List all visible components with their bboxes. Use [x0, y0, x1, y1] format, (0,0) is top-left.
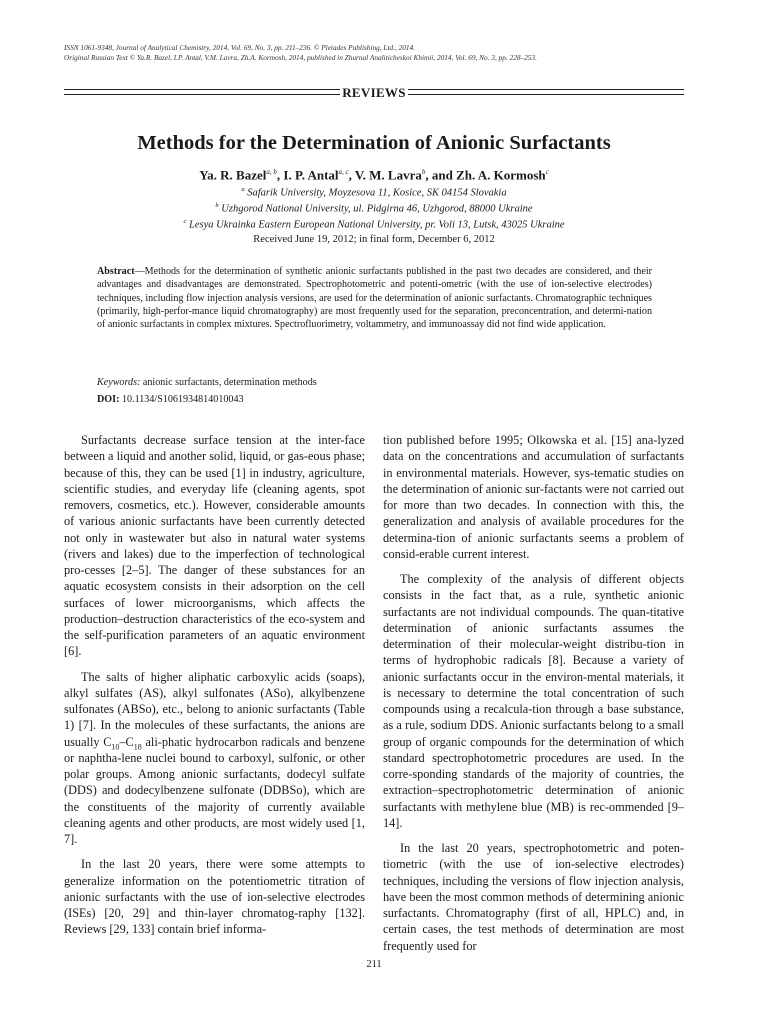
abstract-text: —Methods for the determination of synthetic anionic surfactants published in the past two decades are considered, and their advantages and disadvantages are demonstrated. Spectrophotometric and potenti-ometric (with the use of ion-selective electrodes) techniques, including flow injection analysis versions, are used for the determination of anionic surfactants. Chromatographic techniques (primarily, high-perfor-mance liquid chromatography) are most frequently used for the separation, preconcentration, and determi-nation of anionic surfactants in complex mixtures. Spectrofluorimetry, voltammetry, and immunoassay did not find wide application.	[97, 266, 652, 331]
subscript: 10	[111, 741, 120, 751]
affiliation-b	[64, 199, 684, 217]
article-title: Methods for the Determination of Anionic Surfactants	[137, 132, 611, 154]
received-date: Received June 19, 2012; in final form, December 6, 2012	[253, 234, 495, 245]
abstract-label: Abstract	[97, 266, 135, 277]
paragraph-text: The salts of higher aliphatic carboxylic acids (soaps), alkyl sulfates (AS), alkyl sulfonates (ASo), alkylbenzene sulfonates (ABSo), etc., belong to anionic surfactants (Table 1) [7]. In the molecules of these surfactants, the anions are usually C	[64, 669, 365, 749]
author-list	[64, 164, 684, 183]
affiliation-text: Uzhgorod National University, ul. Pidgirna 46, Uzhgorod, 88000 Ukraine	[221, 203, 533, 215]
body-column-right	[383, 432, 684, 954]
page-number: 211	[366, 959, 382, 970]
author-affiliation-marker: a, c	[338, 168, 349, 176]
author-separator: ,	[348, 167, 355, 183]
affiliation-text: Safarik University, Moyzesova 11, Kosice, SK 04154 Slovakia	[247, 187, 507, 199]
body-paragraph: The complexity of the analysis of different objects consists in the fact that, as a rule, synthetic anionic surfactants are not individual compounds. The quan-titative determination of anionic surfactants assumes the determination of their molecular-weight distribu-tion in terms of hydrophobic radicals [8]. Because a variety of anionic surfactants occur in the environ-mental materials, it is necessary to determine the total concentration of such compounds using a recalcula-tion through a base substance, as a rule, sodium DDS. Anionic surfactants belong to a small group of organic compounds for the determination of which standard spectrophotometric procedures are used. In the corre-sponding standards of the majority of countries, the extraction–spectrophotometric determination of anionic surfactants with methylene blue (MB) is rec-ommended [9–14].	[383, 572, 684, 830]
body-paragraph: Surfactants decrease surface tension at the inter-face between a liquid and another solid, liquid, or gas-eous phase; because of this, they can be used [1] in industry, agriculture, scientific studies, and everyday life (cleaning agents, spot removers, cosmetics, etc.). However, considerable amounts of various anionic surfactants have been currently detected not only in wastewater but also in natural water systems (rivers and lakes) due to the imperfection of technological pro-cesses [2–5]. The danger of these substances for an aquatic ecosystem consists in their adsorption on the cell surfaces of lower microorganisms, which affects the production–destruction characteristics of the eco-system and the self-purification parameters of an aquatic environment [6].	[64, 433, 365, 659]
author-name: Zh. A. Kormosh	[456, 167, 546, 183]
body-paragraph	[64, 669, 365, 848]
keywords-label: Keywords:	[97, 377, 141, 388]
keywords-text: anionic surfactants, determination methods	[140, 377, 317, 388]
body-paragraph: In the last 20 years, there were some attempts to generalize information on the potentiometric titration of anionic surfactants with the use of ion-selective electrodes (ISEs) [20, 29] and thin-layer chromatog-raphy [132]. Reviews [29, 133] contain brief informa-	[64, 857, 365, 937]
affiliation-a	[64, 183, 684, 201]
section-label: REVIEWS	[342, 85, 406, 100]
doi-label: DOI:	[97, 394, 120, 405]
author-name: V. M. Lavra	[354, 167, 422, 183]
affiliation-marker: c	[183, 218, 187, 225]
original-text-line: Original Russian Text © Ya.R. Bazel, I.P. Antal, V.M. Lavra, Zh.A. Kormosh, 2014, published in Zhurnal Analiticheskoi Khimii, 2014, Vol. 69, No. 3, pp. 228–253.	[64, 52, 537, 62]
affiliation-c	[64, 215, 684, 233]
section-rule-right	[408, 89, 684, 95]
author-separator: ,	[276, 167, 284, 183]
affiliation-text: Lesya Ukrainka Eastern European National University, pr. Voli 13, Lutsk, 43025 Ukraine	[188, 219, 565, 231]
issn-header	[64, 43, 724, 62]
author-affiliation-marker: a, b	[266, 168, 277, 176]
keywords	[97, 376, 652, 389]
abstract	[97, 265, 652, 331]
body-paragraph: In the last 20 years, spectrophotometric and poten-tiometric (with the use of ion-selective electrodes) techniques, including the versions of flow injection analysis, have been the most common methods of determining anionic surfactants. Chromatography (first of all, HPLC) and, in certain cases, the test methods of determination are most frequently used for	[383, 841, 684, 953]
issn-line: ISSN 1061-9348, Journal of Analytical Chemistry, 2014, Vol. 69, No. 3, pp. 211–236. © Pleiades Publishing, Ltd., 2014.	[64, 43, 416, 52]
subscript: 18	[133, 741, 142, 751]
author-name: I. P. Antal	[283, 167, 339, 183]
author-separator: , and	[425, 167, 457, 183]
doi-value: 10.1134/S1061934814010043	[119, 394, 244, 405]
paragraph-text: ali-phatic hydrocarbon radicals and benzene or naphtha-lene nuclei bound to carboxyl, sulfonic, or other polar groups. Among anionic surfactants, dodecyl sulfate (DDS) and dodecylbenzene sulfonate (DDBSo), which are the constituents of the majority of currently available cleaning agents and other products, are most widely used [1, 7].	[64, 734, 365, 846]
section-header	[64, 84, 684, 104]
author-affiliation-marker: b	[421, 168, 426, 176]
doi	[97, 393, 652, 406]
paragraph-text: –C	[119, 734, 134, 749]
author-affiliation-marker: c	[545, 168, 549, 176]
body-paragraph: tion published before 1995; Olkowska et al. [15] ana-lyzed data on the concentrations and accumulation of surfactants in environmental materials. However, sys-tematic studies on the determination of anionic sur-factants were not carried out for more than two decades. In connection with this, the generalization and analysis of available procedures for the determina-tion of anionic surfactants seems a problem of consid-erable current interest.	[383, 433, 684, 561]
affiliation-marker: b	[215, 202, 219, 209]
affiliation-marker: a	[241, 186, 245, 193]
author-name: Ya. R. Bazel	[199, 167, 267, 183]
body-column-left	[64, 432, 365, 938]
